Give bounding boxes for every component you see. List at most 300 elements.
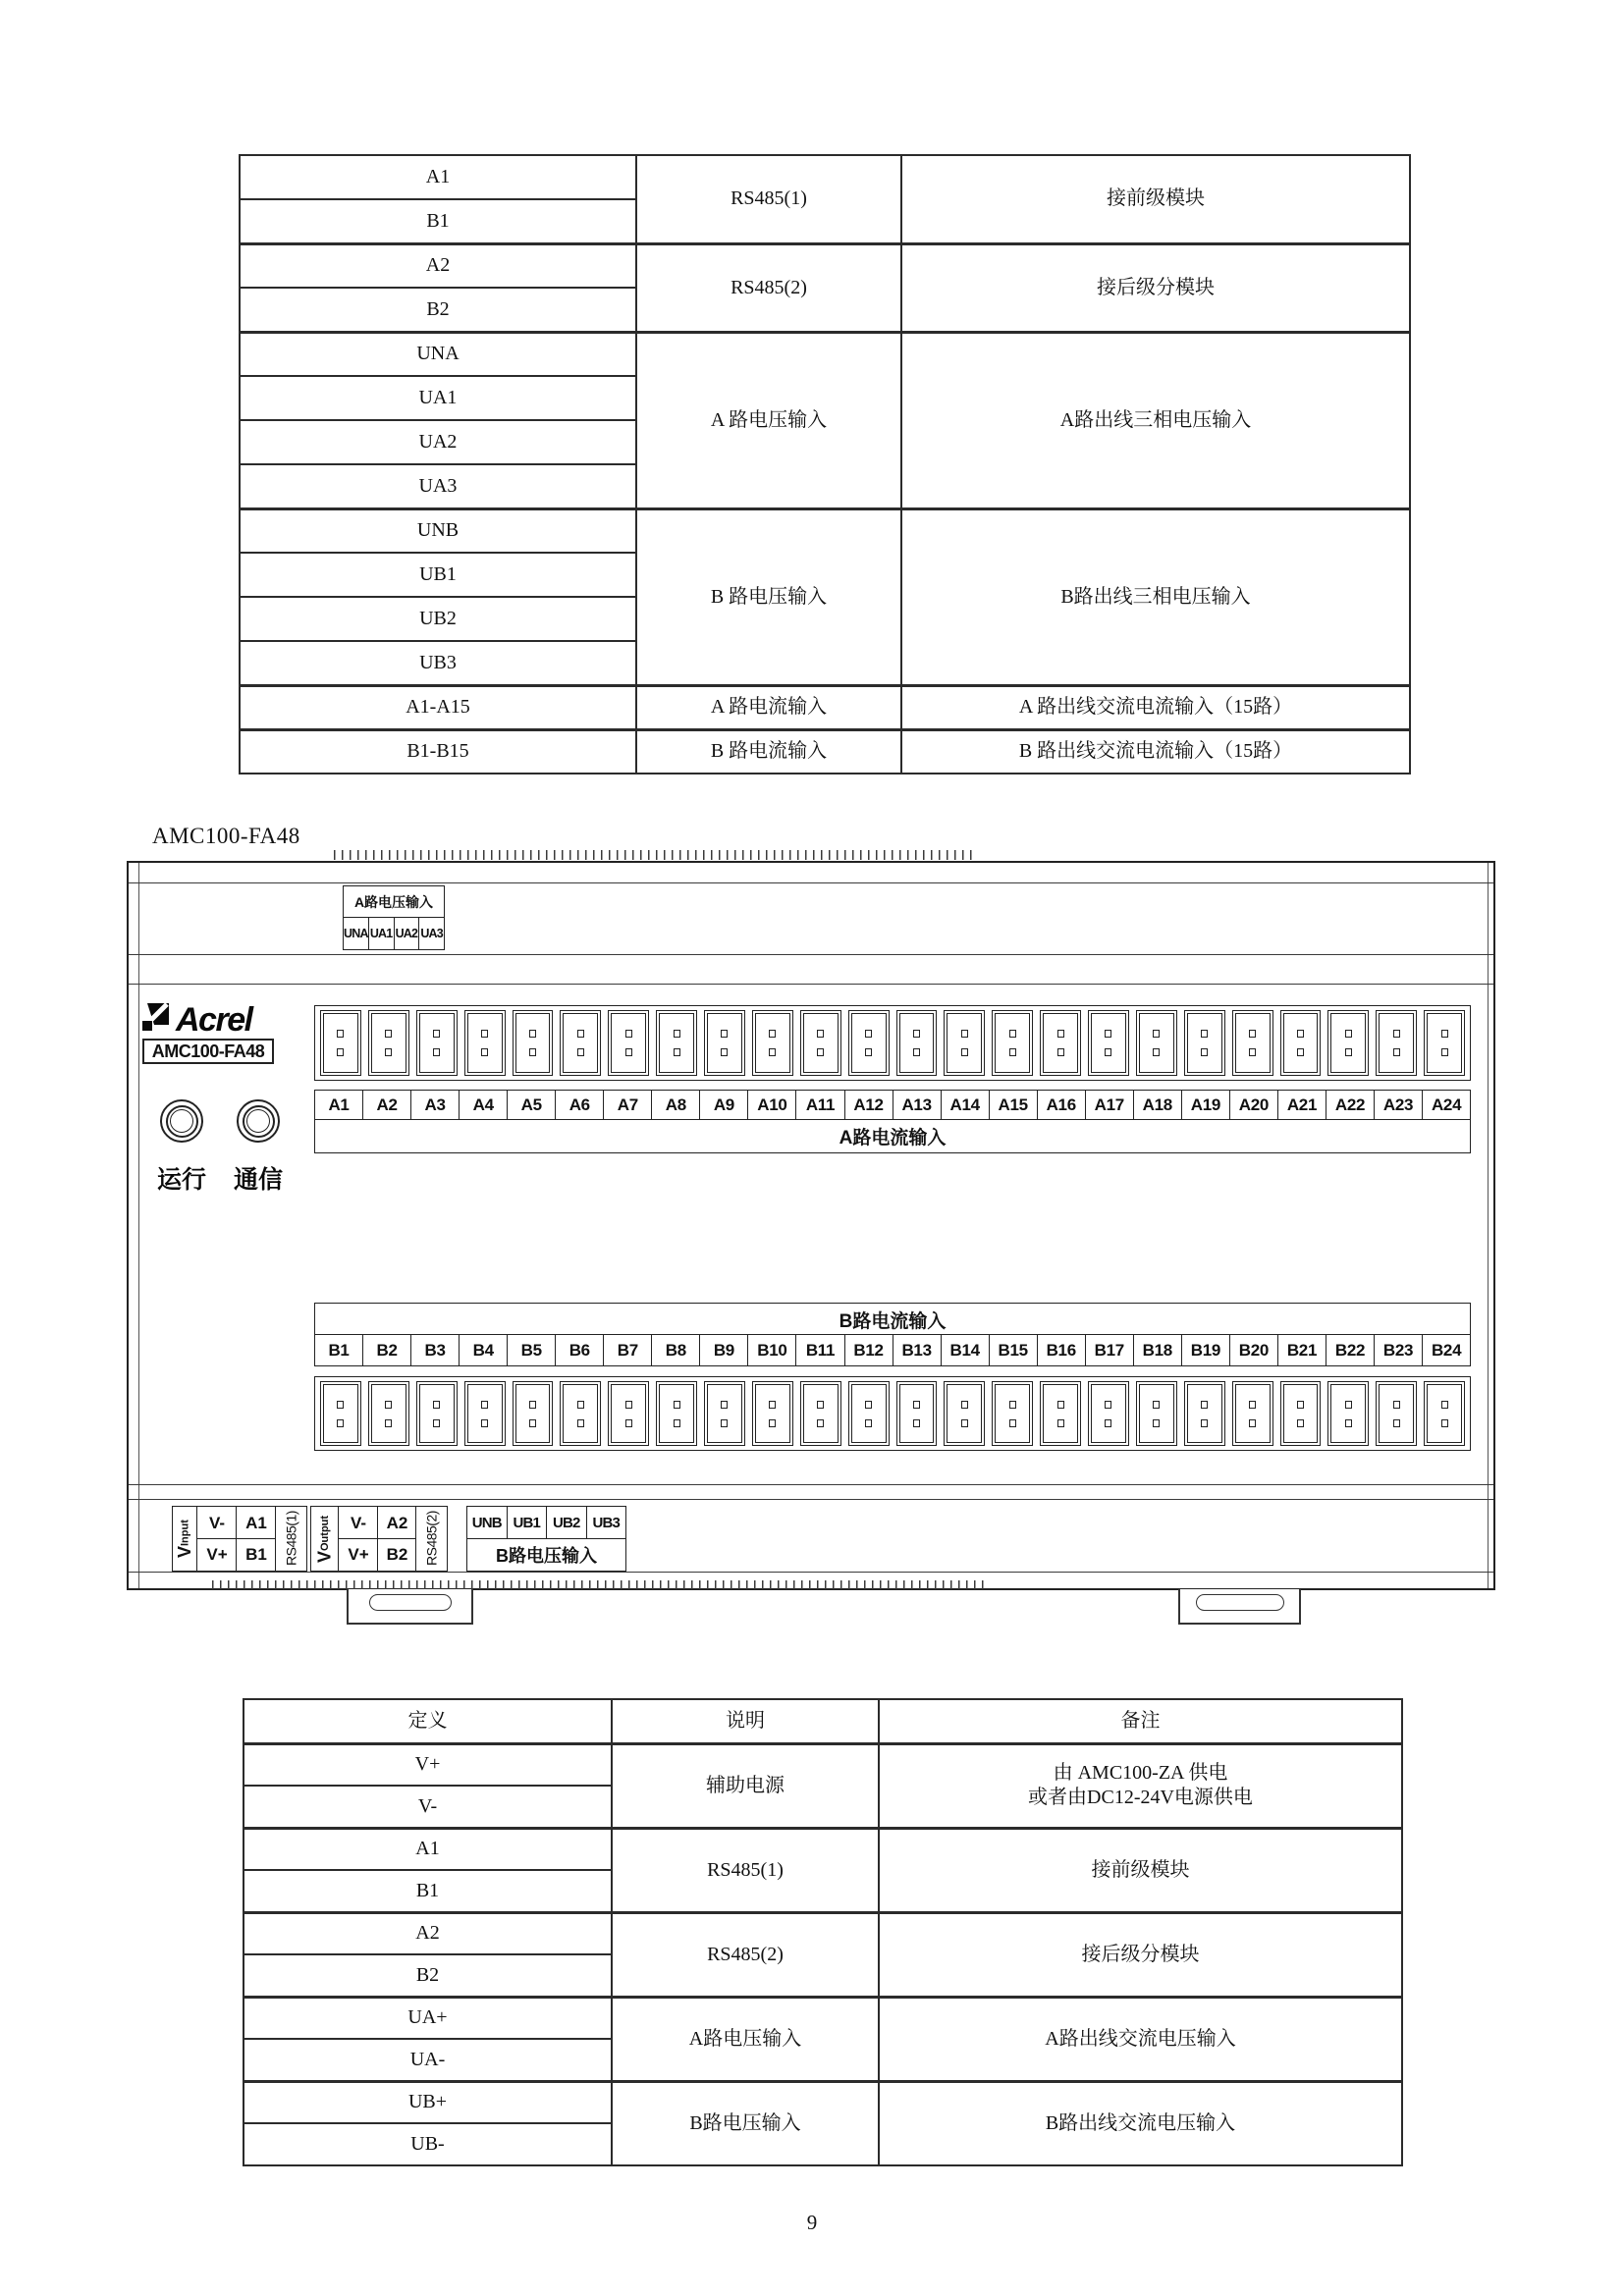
b-voltage-terminal-row	[466, 1506, 626, 1540]
connector-hole	[817, 1401, 824, 1409]
current-terminal-label: A20	[1230, 1091, 1278, 1120]
connector-hole	[674, 1048, 680, 1056]
connector-hole	[1105, 1419, 1111, 1427]
bottom-strip-line	[129, 1572, 1493, 1573]
comm-led	[237, 1099, 280, 1143]
terminal-connector	[992, 1381, 1033, 1446]
connector-hole	[1105, 1401, 1111, 1409]
b-current-connector-strip	[314, 1376, 1471, 1451]
current-terminal-label: B22	[1326, 1335, 1375, 1365]
top-strip-line	[129, 882, 1493, 883]
upper-panel-line-1	[129, 954, 1493, 955]
connector-hole	[721, 1419, 728, 1427]
terminal-connector	[416, 1381, 458, 1446]
connector-hole	[1441, 1030, 1448, 1038]
a-voltage-input-caption: A路电压输入	[343, 885, 445, 919]
terminal-connector	[1088, 1010, 1129, 1076]
terminal-connector	[992, 1010, 1033, 1076]
connector-hole	[385, 1419, 392, 1427]
connector-hole	[865, 1030, 872, 1038]
current-terminal-label: A3	[411, 1091, 460, 1120]
current-terminal-label: B24	[1431, 1340, 1462, 1360]
terminal-cell-vminus1: V-	[196, 1506, 238, 1540]
a-current-terminal-row	[314, 1090, 1471, 1121]
connector-hole	[433, 1401, 440, 1409]
connector-hole	[1201, 1048, 1208, 1056]
connector-hole	[481, 1401, 488, 1409]
connector-hole	[913, 1419, 920, 1427]
connector-hole	[1345, 1030, 1352, 1038]
current-terminal-label: B12	[845, 1335, 893, 1365]
terminal-cell: UB3	[240, 641, 636, 685]
terminal-connector	[320, 1010, 361, 1076]
terminal-cell: B1	[244, 1870, 612, 1912]
connector-hole	[385, 1030, 392, 1038]
v-output-sub: Output	[319, 1515, 331, 1551]
connector-hole	[577, 1419, 584, 1427]
remark-cell: B 路出线交流电流输入（15路）	[901, 729, 1410, 774]
function-cell: B 路电压输入	[636, 508, 901, 685]
terminal-cell-vplus1: V+	[196, 1538, 238, 1572]
terminal-cell: UA2	[240, 420, 636, 464]
remark-cell: 接后级分模块	[901, 243, 1410, 332]
column-header-definition: 定义	[244, 1699, 612, 1743]
terminal-connector	[560, 1381, 601, 1446]
terminal-connector	[1232, 1010, 1273, 1076]
current-terminal-label: A17	[1086, 1091, 1134, 1120]
function-cell: B路电压输入	[612, 2081, 879, 2165]
terminal-cell: A1	[240, 155, 636, 199]
terminal-cell: A1	[244, 1828, 612, 1870]
voltage-terminal-label: UA1	[369, 918, 395, 949]
remark-line: 或者由DC12-24V电源供电	[1028, 1787, 1253, 1808]
terminal-connector	[416, 1010, 458, 1076]
terminal-cell-a1: A1	[236, 1506, 277, 1540]
upper-panel-line-2	[129, 984, 1493, 985]
terminal-cell: UNA	[240, 332, 636, 376]
connector-hole	[337, 1401, 344, 1409]
voltage-terminal-label: UA2	[395, 918, 420, 949]
connector-hole	[769, 1048, 776, 1056]
connector-hole	[1057, 1419, 1064, 1427]
terminal-connector	[896, 1010, 938, 1076]
connector-hole	[961, 1401, 968, 1409]
current-terminal-label: A13	[893, 1091, 942, 1120]
terminal-connector	[513, 1010, 554, 1076]
connector-hole	[1297, 1419, 1304, 1427]
terminal-connector	[368, 1010, 409, 1076]
current-terminal-label: A4	[460, 1091, 508, 1120]
terminal-cell: UA1	[240, 376, 636, 420]
left-edge-line	[138, 863, 139, 1588]
connector-hole	[674, 1419, 680, 1427]
current-terminal-label: A6	[556, 1091, 604, 1120]
terminal-connector	[944, 1381, 985, 1446]
current-terminal-label: A9	[700, 1091, 748, 1120]
remark-cell: A路出线三相电压输入	[901, 332, 1410, 508]
rs485-2-cell: RS485(2)	[415, 1506, 448, 1572]
current-terminal-label: B2	[363, 1335, 411, 1365]
current-terminal-label: A14	[942, 1091, 990, 1120]
current-terminal-label: A21	[1278, 1091, 1326, 1120]
connector-hole	[1441, 1419, 1448, 1427]
connector-hole	[1105, 1030, 1111, 1038]
voltage-terminal-label: UB1	[508, 1507, 548, 1539]
terminal-cell: A2	[240, 243, 636, 288]
terminal-cell: A2	[244, 1912, 612, 1954]
brand-block	[140, 1001, 252, 1040]
connector-hole	[625, 1401, 632, 1409]
function-cell: B 路电流输入	[636, 729, 901, 774]
remark-cell: A 路出线交流电流输入（15路）	[901, 685, 1410, 729]
connector-hole	[1249, 1048, 1256, 1056]
current-terminal-label: B8	[652, 1335, 700, 1365]
terminal-connector	[464, 1010, 506, 1076]
current-terminal-label: B11	[796, 1335, 844, 1365]
mounting-slot	[1196, 1594, 1284, 1611]
terminal-cell: A1-A15	[240, 685, 636, 729]
v-input-label-cell	[172, 1506, 198, 1572]
current-terminal-label: B20	[1230, 1335, 1278, 1365]
terminal-connector	[656, 1381, 697, 1446]
connector-hole	[913, 1401, 920, 1409]
device-drawing	[127, 861, 1495, 1590]
terminal-connector	[1184, 1381, 1225, 1446]
terminal-connector	[513, 1381, 554, 1446]
remark-line: 由 AMC100-ZA 供电	[1053, 1762, 1228, 1784]
connector-hole	[1009, 1030, 1016, 1038]
terminal-cell: B1	[240, 199, 636, 243]
terminal-cell: UB+	[244, 2081, 612, 2123]
connector-hole	[769, 1401, 776, 1409]
terminal-connector	[896, 1381, 938, 1446]
connector-hole	[865, 1419, 872, 1427]
terminal-connector	[320, 1381, 361, 1446]
terminal-cell: V+	[244, 1743, 612, 1786]
terminal-connector	[1232, 1381, 1273, 1446]
din-rail-serration-bottom	[212, 1580, 984, 1589]
connector-hole	[1153, 1419, 1160, 1427]
connector-hole	[625, 1030, 632, 1038]
comm-led-label: 通信	[234, 1166, 284, 1194]
connector-hole	[1009, 1048, 1016, 1056]
remark-cell	[879, 1743, 1402, 1828]
terminal-connector	[1424, 1381, 1465, 1446]
connector-hole	[1057, 1030, 1064, 1038]
current-terminal-label: A16	[1038, 1091, 1086, 1120]
top-terminal-table	[239, 154, 1411, 774]
lower-panel-line-2	[129, 1499, 1493, 1500]
b-current-caption: B路电流输入	[314, 1303, 1471, 1336]
connector-hole	[481, 1048, 488, 1056]
connector-hole	[337, 1030, 344, 1038]
connector-hole	[1249, 1419, 1256, 1427]
b-current-terminal-row	[314, 1334, 1471, 1366]
terminal-connector	[1184, 1010, 1225, 1076]
current-terminal-label: A18	[1134, 1091, 1182, 1120]
current-terminal-label: B14	[942, 1335, 990, 1365]
device-model-title: AMC100-FA48	[152, 824, 300, 848]
terminal-connector	[944, 1010, 985, 1076]
terminal-connector	[1280, 1010, 1322, 1076]
remark-cell: B路出线三相电压输入	[901, 508, 1410, 685]
terminal-connector	[752, 1381, 793, 1446]
brand-name: Acrel	[176, 1001, 252, 1039]
current-terminal-label: B16	[1038, 1335, 1086, 1365]
connector-hole	[1201, 1401, 1208, 1409]
function-cell: 辅助电源	[612, 1743, 879, 1828]
connector-hole	[913, 1048, 920, 1056]
connector-hole	[1201, 1030, 1208, 1038]
connector-hole	[1345, 1419, 1352, 1427]
terminal-cell: UB-	[244, 2123, 612, 2165]
function-cell: RS485(1)	[612, 1828, 879, 1912]
current-terminal-label: B6	[556, 1335, 604, 1365]
connector-hole	[625, 1048, 632, 1056]
connector-hole	[817, 1048, 824, 1056]
connector-hole	[1249, 1030, 1256, 1038]
current-terminal-label: B23	[1375, 1335, 1423, 1365]
connector-hole	[577, 1048, 584, 1056]
terminal-cell-b2: B2	[377, 1538, 417, 1572]
connector-hole	[433, 1048, 440, 1056]
connector-hole	[529, 1030, 536, 1038]
current-terminal-label: B3	[411, 1335, 460, 1365]
mounting-tab-right	[1178, 1589, 1301, 1625]
run-led-label: 运行	[157, 1166, 207, 1194]
v-input-sub: Input	[179, 1520, 191, 1546]
terminal-connector	[656, 1010, 697, 1076]
connector-hole	[337, 1419, 344, 1427]
connector-hole	[961, 1030, 968, 1038]
current-terminal-label: B19	[1182, 1335, 1230, 1365]
v-input-main: V	[175, 1545, 194, 1558]
current-terminal-label: A23	[1375, 1091, 1423, 1120]
connector-hole	[1057, 1401, 1064, 1409]
connector-hole	[385, 1401, 392, 1409]
remark-cell: 接前级模块	[879, 1828, 1402, 1912]
acrel-logo-icon	[140, 1002, 172, 1039]
connector-hole	[481, 1419, 488, 1427]
terminal-cell: B2	[244, 1954, 612, 1997]
connector-hole	[1393, 1030, 1400, 1038]
connector-hole	[433, 1030, 440, 1038]
connector-hole	[385, 1048, 392, 1056]
remark-cell: B路出线交流电压输入	[879, 2081, 1402, 2165]
connector-hole	[1297, 1030, 1304, 1038]
terminal-cell-a2: A2	[377, 1506, 417, 1540]
current-terminal-label: A2	[363, 1091, 411, 1120]
current-terminal-label: B17	[1086, 1335, 1134, 1365]
terminal-connector	[1280, 1381, 1322, 1446]
connector-hole	[1441, 1401, 1448, 1409]
remark-cell: 接前级模块	[901, 155, 1410, 243]
connector-hole	[865, 1048, 872, 1056]
v-output-main: V	[314, 1550, 335, 1563]
mounting-slot	[369, 1594, 452, 1611]
function-cell: A 路电压输入	[636, 332, 901, 508]
voltage-terminal-label: UNB	[467, 1507, 508, 1539]
terminal-cell: UA-	[244, 2039, 612, 2081]
current-terminal-label: B18	[1134, 1335, 1182, 1365]
connector-hole	[1345, 1048, 1352, 1056]
terminal-connector	[1376, 1381, 1417, 1446]
connector-hole	[433, 1419, 440, 1427]
connector-hole	[674, 1401, 680, 1409]
current-terminal-label: B21	[1278, 1335, 1326, 1365]
function-cell: RS485(1)	[636, 155, 901, 243]
right-edge-line	[1488, 863, 1489, 1588]
connector-hole	[817, 1419, 824, 1427]
current-terminal-label: B7	[604, 1335, 652, 1365]
connector-hole	[769, 1419, 776, 1427]
run-led	[160, 1099, 203, 1143]
terminal-connector	[848, 1010, 890, 1076]
terminal-cell-b1: B1	[236, 1538, 277, 1572]
nameplate: AMC100-FA48	[142, 1039, 274, 1064]
current-terminal-label: B10	[748, 1335, 796, 1365]
current-terminal-label: B13	[893, 1335, 942, 1365]
connector-hole	[961, 1419, 968, 1427]
terminal-connector	[704, 1381, 745, 1446]
voltage-terminal-label: UB2	[547, 1507, 587, 1539]
connector-hole	[529, 1401, 536, 1409]
mounting-tab-left	[347, 1589, 473, 1625]
connector-hole	[769, 1030, 776, 1038]
function-cell: A 路电流输入	[636, 685, 901, 729]
terminal-connector	[1327, 1381, 1369, 1446]
current-terminal-label: B9	[700, 1335, 748, 1365]
connector-hole	[529, 1048, 536, 1056]
terminal-cell: UB2	[240, 597, 636, 641]
connector-hole	[721, 1401, 728, 1409]
current-terminal-label: A5	[508, 1091, 556, 1120]
current-terminal-label: B15	[990, 1335, 1038, 1365]
terminal-cell: UNB	[240, 508, 636, 553]
terminal-cell: B2	[240, 288, 636, 332]
connector-hole	[481, 1030, 488, 1038]
connector-hole	[1105, 1048, 1111, 1056]
terminal-connector	[1040, 1381, 1081, 1446]
a-current-connector-strip	[314, 1005, 1471, 1081]
terminal-cell: UA+	[244, 1997, 612, 2039]
connector-hole	[1345, 1401, 1352, 1409]
column-header-description: 说明	[612, 1699, 879, 1743]
function-cell: A路电压输入	[612, 1997, 879, 2081]
connector-hole	[1153, 1030, 1160, 1038]
terminal-connector	[800, 1010, 841, 1076]
terminal-cell: UA3	[240, 464, 636, 508]
terminal-connector	[848, 1381, 890, 1446]
connector-hole	[817, 1030, 824, 1038]
terminal-connector	[1327, 1010, 1369, 1076]
connector-hole	[625, 1419, 632, 1427]
current-terminal-label: A8	[652, 1091, 700, 1120]
connector-hole	[1393, 1419, 1400, 1427]
terminal-connector	[800, 1381, 841, 1446]
current-terminal-label: A22	[1326, 1091, 1375, 1120]
connector-hole	[1153, 1401, 1160, 1409]
connector-hole	[1393, 1048, 1400, 1056]
connector-hole	[674, 1030, 680, 1038]
remark-cell: 接后级分模块	[879, 1912, 1402, 1997]
lower-panel-line-1	[129, 1484, 1493, 1485]
connector-hole	[721, 1030, 728, 1038]
a-current-caption: A路电流输入	[314, 1119, 1471, 1153]
terminal-connector	[368, 1381, 409, 1446]
connector-hole	[1441, 1048, 1448, 1056]
column-header-remark: 备注	[879, 1699, 1402, 1743]
current-terminal-label: A10	[748, 1091, 796, 1120]
current-terminal-label: A11	[796, 1091, 844, 1120]
rs485-1-cell: RS485(1)	[275, 1506, 307, 1572]
current-terminal-label: A12	[845, 1091, 893, 1120]
b-voltage-caption: B路电压输入	[466, 1538, 626, 1572]
terminal-cell-vplus2: V+	[338, 1538, 379, 1572]
terminal-connector	[1424, 1010, 1465, 1076]
connector-hole	[1249, 1401, 1256, 1409]
terminal-connector	[464, 1381, 506, 1446]
terminal-connector	[560, 1010, 601, 1076]
connector-hole	[1201, 1419, 1208, 1427]
terminal-connector	[1136, 1381, 1177, 1446]
connector-hole	[1393, 1401, 1400, 1409]
terminal-connector	[608, 1381, 649, 1446]
terminal-connector	[1088, 1381, 1129, 1446]
function-cell: RS485(2)	[636, 243, 901, 332]
function-cell: RS485(2)	[612, 1912, 879, 1997]
current-terminal-label: A7	[604, 1091, 652, 1120]
bottom-definition-table	[243, 1698, 1403, 2166]
current-terminal-label: A19	[1182, 1091, 1230, 1120]
terminal-connector	[1136, 1010, 1177, 1076]
connector-hole	[529, 1419, 536, 1427]
current-terminal-label: B1	[315, 1335, 363, 1365]
page-number: 9	[806, 2211, 818, 2234]
terminal-connector	[704, 1010, 745, 1076]
connector-hole	[865, 1401, 872, 1409]
connector-hole	[1057, 1048, 1064, 1056]
connector-hole	[1009, 1401, 1016, 1409]
current-terminal-label: B4	[460, 1335, 508, 1365]
connector-hole	[913, 1030, 920, 1038]
terminal-cell-vminus2: V-	[338, 1506, 379, 1540]
v-output-label-cell	[310, 1506, 340, 1572]
connector-hole	[961, 1048, 968, 1056]
a-voltage-terminal-row	[343, 917, 445, 950]
remark-cell: A路出线交流电压输入	[879, 1997, 1402, 2081]
terminal-cell: UB1	[240, 553, 636, 597]
connector-hole	[577, 1401, 584, 1409]
connector-hole	[721, 1048, 728, 1056]
current-terminal-label: A15	[990, 1091, 1038, 1120]
connector-hole	[1009, 1419, 1016, 1427]
voltage-terminal-label: UA3	[420, 927, 443, 940]
connector-hole	[1297, 1048, 1304, 1056]
terminal-cell: B1-B15	[240, 729, 636, 774]
voltage-terminal-label: UNA	[344, 918, 369, 949]
terminal-cell: V-	[244, 1786, 612, 1828]
current-terminal-label: A24	[1431, 1095, 1462, 1114]
terminal-connector	[1376, 1010, 1417, 1076]
terminal-connector	[608, 1010, 649, 1076]
current-terminal-label: A1	[315, 1091, 363, 1120]
din-rail-serration-top	[334, 850, 975, 860]
terminal-connector	[1040, 1010, 1081, 1076]
connector-hole	[577, 1030, 584, 1038]
terminal-connector	[752, 1010, 793, 1076]
current-terminal-label: B5	[508, 1335, 556, 1365]
